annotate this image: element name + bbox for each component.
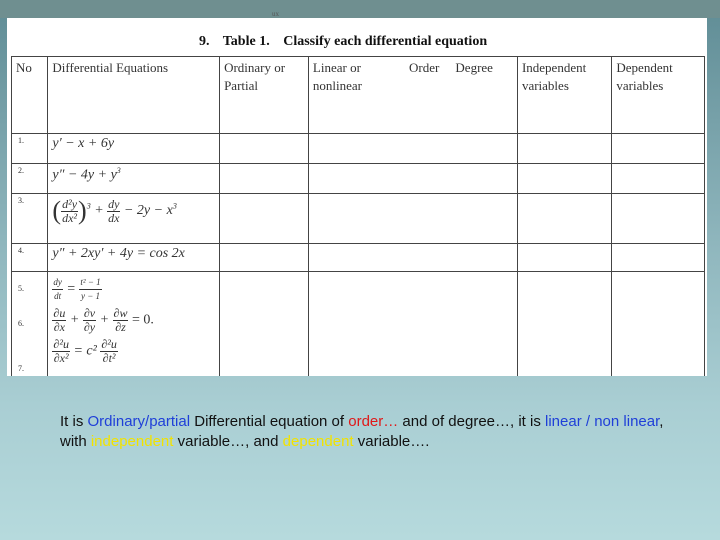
caption-part: variable…, and [173, 433, 283, 450]
row-number: 1. [12, 134, 48, 164]
title-number: 9. [199, 34, 210, 49]
classification-table [11, 56, 705, 376]
top-bar [0, 0, 720, 18]
table-row [12, 244, 705, 272]
top-mark: ux [272, 10, 279, 18]
instruction-caption [60, 412, 680, 452]
caption-linear: linear / non linear [545, 413, 660, 430]
header-no: No [12, 57, 48, 134]
header-dependent: Dependent variables [612, 57, 705, 134]
header-linear-order-degree [308, 57, 517, 134]
equation-cell: y′ − x + 6y [48, 134, 220, 164]
table-title [199, 34, 497, 50]
header-independent: Independent variables [517, 57, 611, 134]
row-number: 6. [18, 319, 24, 328]
row-number: 2. [12, 164, 48, 194]
header-row [12, 57, 705, 134]
equation-cell [48, 272, 220, 377]
caption-order: order… [348, 413, 399, 430]
caption-part: , with [60, 413, 664, 450]
equation-7: $\frac{\text{∂²u}}{\text{∂x²}}$ = c² $\frac{\text{∂²u}}{\text{∂t²}}$ [53, 337, 117, 365]
equation-cell: ( $\frac{\text{d²y}}{\text{dx²}}$ )$^3$ + $\frac{dy}{dx}$ − $2y - x^3$ [48, 194, 220, 244]
caption-part: Differential equation of [190, 413, 349, 430]
row-number: 4. [12, 244, 48, 272]
table-row-group [12, 272, 705, 377]
caption-ordinary-partial: Ordinary/partial [87, 413, 191, 430]
caption-part: variable…. [353, 433, 430, 450]
header-order: Order [409, 60, 440, 75]
document-image [7, 18, 707, 376]
caption-dependent: dependent [282, 433, 354, 450]
header-linear: Linear or nonlinear [312, 60, 362, 93]
table-row [12, 134, 705, 164]
caption-part: It is [60, 413, 88, 430]
table-row [12, 194, 705, 244]
row-number: 3. [12, 194, 48, 244]
header-equations: Differential Equations [48, 57, 220, 134]
row-numbers [12, 272, 48, 377]
title-text: Classify each differential equation [283, 34, 488, 49]
caption-part: and of degree…, it is [398, 413, 546, 430]
equation-cell: y″ + 2xy′ + 4y = cos 2x [48, 244, 220, 272]
header-degree: Degree [455, 60, 493, 75]
equation-cell: $y'' - 4y + y^3$ [48, 164, 220, 194]
equation-6: $\frac{\partial u}{\partial x}$ + $\frac{\partial v}{\partial y}$ + $\frac{\partial w}{\partial z}$ = 0. [53, 306, 154, 334]
table-row [12, 164, 705, 194]
equation-5: $\frac{dy}{dt}$ = $\frac{\text{t² − 1}}{y - 1}$ [53, 277, 101, 301]
row-number: 7. [18, 364, 24, 373]
title-table: Table 1. [222, 34, 270, 49]
header-ordinary: Ordinary or Partial [220, 57, 309, 134]
caption-independent: independent [90, 433, 174, 450]
row-number: 5. [18, 284, 24, 293]
